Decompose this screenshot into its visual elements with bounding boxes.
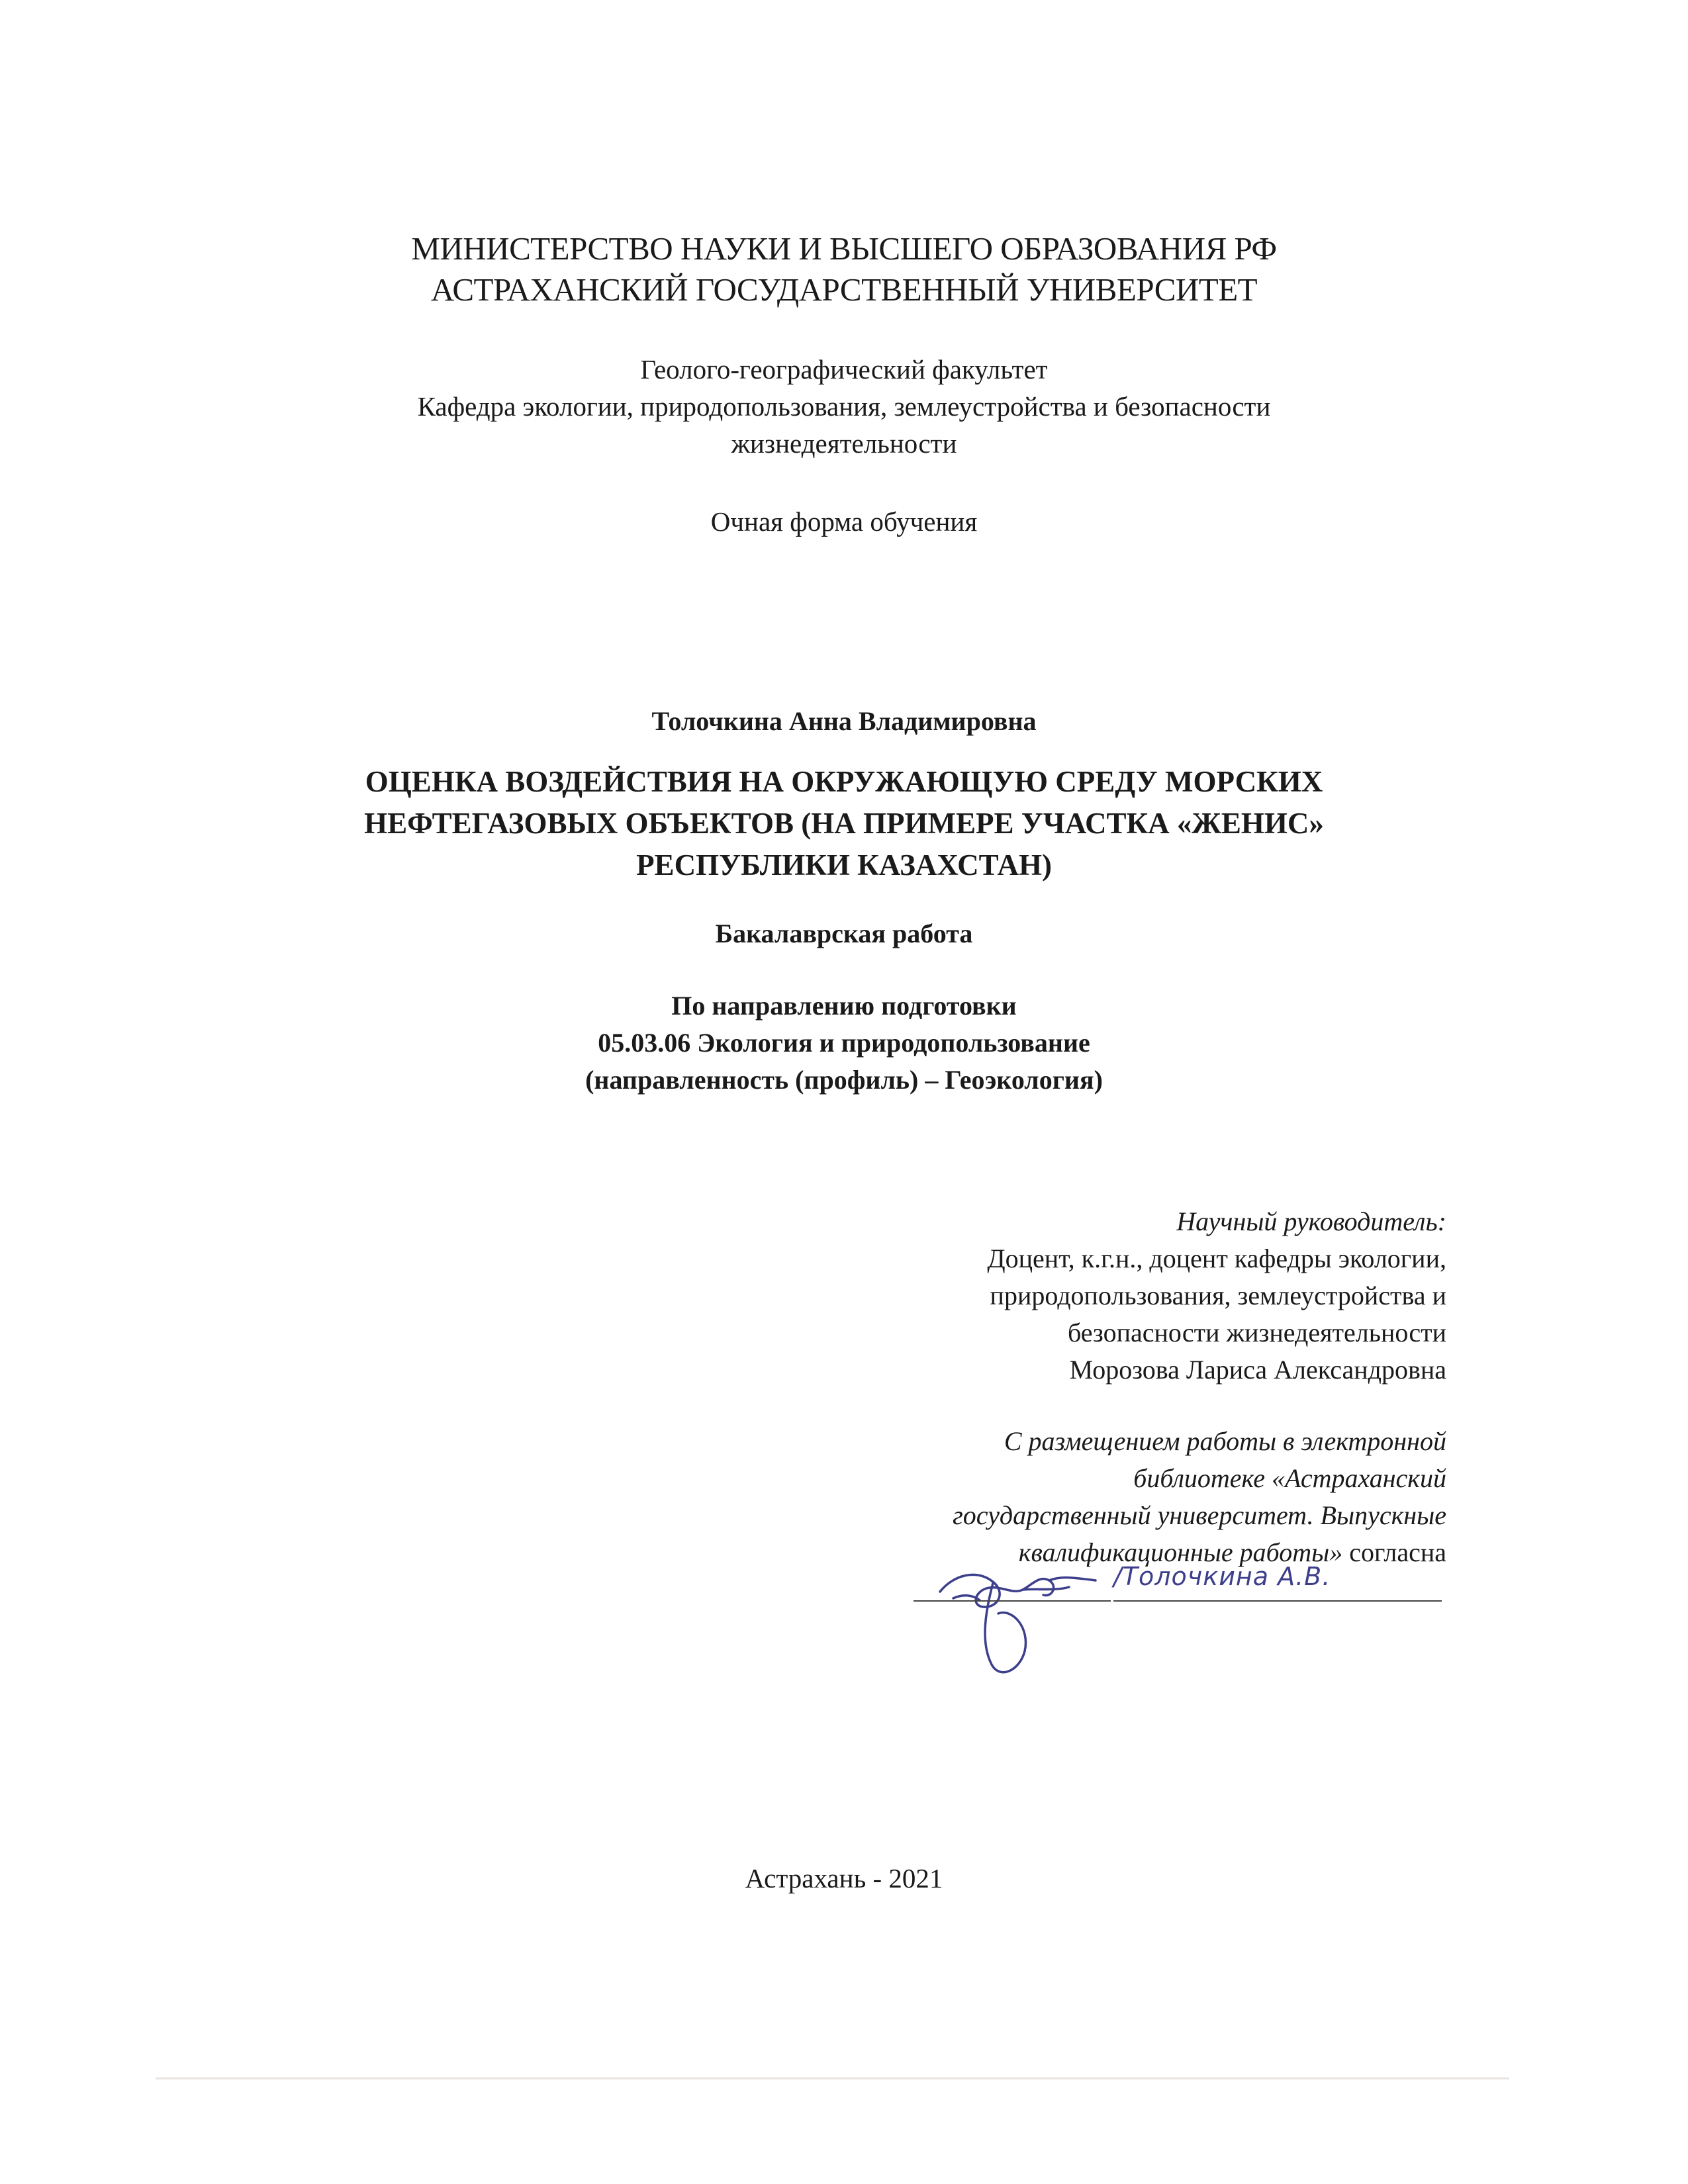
supervisor-line-1: Доцент, к.г.н., доцент кафедры экологии, bbox=[987, 1244, 1446, 1273]
department-name-line-1: Кафедра экологии, природопользования, землеустройства и безопасности bbox=[417, 391, 1271, 422]
handwritten-signature bbox=[914, 1529, 1112, 1688]
supervisor-block bbox=[987, 1203, 1446, 1388]
thesis-title-line-2: НЕФТЕГАЗОВЫХ ОБЪЕКТОВ (НА ПРИМЕРЕ УЧАСТКА «ЖЕНИС» bbox=[364, 807, 1324, 840]
ministry-name: МИНИСТЕРСТВО НАУКИ И ВЫСШЕГО ОБРАЗОВАНИЯ РФ bbox=[411, 230, 1277, 267]
thesis-title bbox=[0, 761, 1688, 886]
department-name-line-2: жизнедеятельности bbox=[731, 428, 957, 459]
faculty-block bbox=[0, 351, 1688, 462]
scan-page-edge bbox=[156, 2077, 1509, 2079]
consent-line-1: С размещением работы в электронной bbox=[1004, 1426, 1446, 1456]
author-name: Толочкина Анна Владимировна bbox=[651, 706, 1037, 736]
work-type: Бакалаврская работа bbox=[715, 919, 973, 948]
consent-line-3: государственный университет. Выпускные bbox=[953, 1500, 1446, 1530]
thesis-title-line-3: РЕСПУБЛИКИ КАЗАХСТАН) bbox=[636, 848, 1052, 882]
direction-line-1: По направлению подготовки bbox=[671, 991, 1017, 1021]
form-of-study: Очная форма обучения bbox=[710, 506, 978, 537]
signature-handwritten-name: /Толочкина А.В. bbox=[1113, 1562, 1331, 1591]
supervisor-line-3: безопасности жизнедеятельности bbox=[1067, 1318, 1446, 1347]
faculty-name: Геолого-географический факультет bbox=[640, 354, 1048, 385]
signature-line-left bbox=[914, 1600, 1111, 1602]
direction-line-3: (направленность (профиль) – Геоэкология) bbox=[585, 1065, 1103, 1095]
ministry-header bbox=[0, 228, 1688, 310]
thesis-title-line-1: ОЦЕНКА ВОЗДЕЙСТВИЯ НА ОКРУЖАЮЩУЮ СРЕДУ МОРСКИХ bbox=[365, 765, 1323, 798]
consent-line-2: библиотеке «Астраханский bbox=[1133, 1463, 1446, 1493]
university-name: АСТРАХАНСКИЙ ГОСУДАРСТВЕННЫЙ УНИВЕРСИТЕТ bbox=[430, 271, 1258, 308]
supervisor-name: Морозова Лариса Александровна bbox=[1069, 1355, 1446, 1385]
signature-line-right bbox=[1113, 1600, 1442, 1602]
study-direction bbox=[0, 987, 1688, 1099]
consent-line-4: квалификационные работы» согласна bbox=[1018, 1537, 1446, 1567]
city-year: Астрахань - 2021 bbox=[745, 1863, 943, 1893]
signature-area bbox=[914, 1555, 1470, 1674]
supervisor-line-2: природопользования, землеустройства и bbox=[990, 1281, 1446, 1310]
direction-line-2: 05.03.06 Экология и природопользование bbox=[598, 1028, 1090, 1058]
supervisor-label: Научный руководитель: bbox=[1176, 1206, 1446, 1236]
